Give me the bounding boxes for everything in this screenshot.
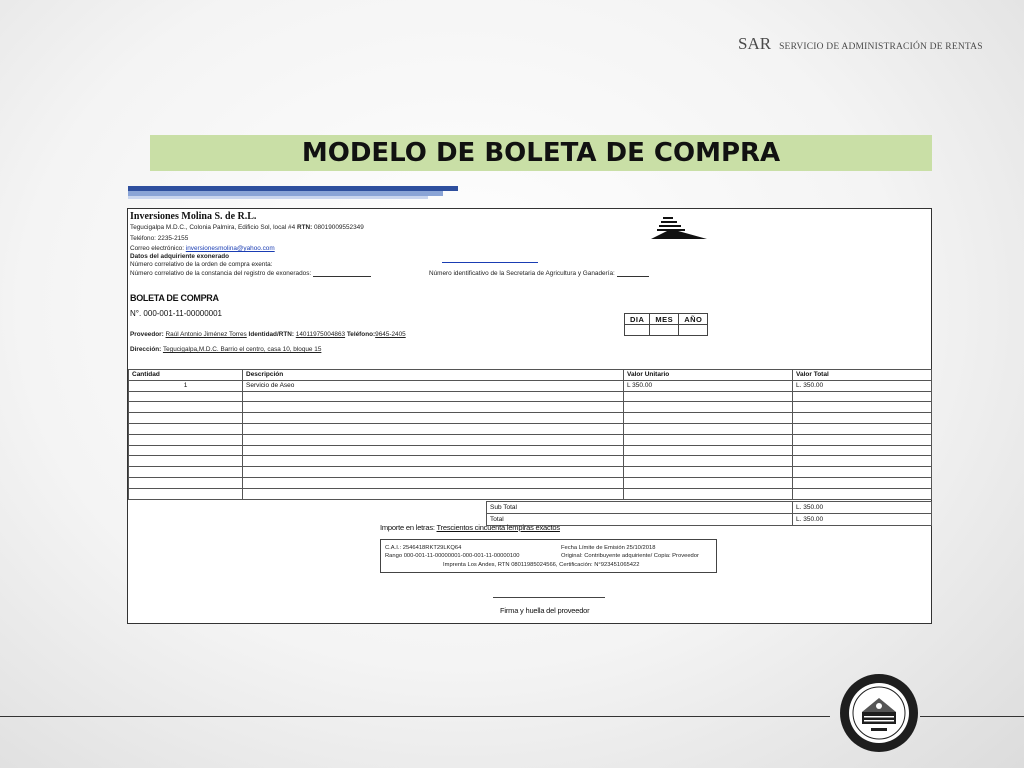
table-cell [624, 391, 793, 402]
column-header: Valor Total [793, 370, 932, 381]
company-email-link[interactable]: inversionesmolina@yahoo.com [185, 245, 275, 252]
boleta-label: BOLETA DE COMPRA [130, 293, 219, 303]
table-cell [793, 434, 932, 445]
table-row [129, 488, 932, 499]
total-value: L. 350.00 [793, 514, 932, 526]
direccion-value: Tegucigalpa,M.D.C. Barrio el centro, casa 10, bloque 15 [162, 346, 322, 353]
table-cell [624, 434, 793, 445]
table-row [129, 413, 932, 424]
cai-rango: Rango 000-001-11-00000001-000-001-11-00000100 [385, 553, 520, 559]
table-cell [243, 488, 624, 499]
table-cell [129, 456, 243, 467]
table-cell [243, 477, 624, 488]
company-address: Tegucigalpa M.D.C., Colonia Palmira, Edificio Sol, local #4 [130, 224, 296, 231]
exonerado-heading: Datos del adquiriente exonerado [130, 253, 230, 260]
table-cell [624, 467, 793, 478]
table-cell [793, 456, 932, 467]
table-cell [624, 413, 793, 424]
footer-divider [0, 716, 830, 717]
table-row [129, 402, 932, 413]
proveedor-id-label: Identidad/RTN: [248, 331, 294, 338]
cai-fecha: Fecha Límite de Emisión 25/10/2018 [561, 545, 656, 551]
table-cell [624, 456, 793, 467]
total-label: Total [487, 514, 793, 526]
table-cell [243, 467, 624, 478]
email-label: Correo electrónico: [130, 245, 184, 252]
blank-field [617, 270, 649, 277]
sar-seal-icon [838, 672, 920, 754]
table-cell [243, 391, 624, 402]
exonerado-line-2 [130, 270, 371, 277]
decor-stripe [128, 196, 428, 199]
table-cell: L 350.00 [624, 380, 793, 391]
cai-original: Original: Contribuyente adquiriente/ Copia: Proveedor [561, 553, 699, 559]
exonerado-line-1: Número correlativo de la orden de compra exenta: [130, 261, 273, 268]
date-month-cell[interactable] [650, 325, 679, 336]
importe-label: Importe en letras: [380, 523, 435, 532]
table-cell: Servicio de Aseo [243, 380, 624, 391]
table-row [129, 380, 932, 391]
phone-label: Teléfono: [130, 235, 156, 242]
date-year-header: AÑO [679, 314, 708, 325]
table-cell [243, 456, 624, 467]
subtotal-value: L. 350.00 [793, 502, 932, 514]
table-cell [624, 402, 793, 413]
header [738, 34, 983, 54]
proveedor-phone-label: Teléfono: [346, 331, 376, 338]
table-cell [793, 391, 932, 402]
column-header: Descripción [243, 370, 624, 381]
table-cell [624, 445, 793, 456]
table-cell [793, 467, 932, 478]
table-cell [129, 423, 243, 434]
company-address-line [130, 224, 364, 231]
items-header-row [129, 370, 932, 381]
table-row [129, 467, 932, 478]
table-cell [129, 445, 243, 456]
date-month-header: MES [650, 314, 679, 325]
exonerado-line-3-text: Número identificativo de la Secretaria de Agricultura y Ganadería: [429, 270, 615, 277]
table-cell [129, 391, 243, 402]
signature-line [493, 597, 605, 598]
table-cell [793, 488, 932, 499]
exonerado-line-2-text: Número correlativo de la constancia del registro de exonerados: [130, 270, 312, 277]
table-cell [624, 488, 793, 499]
table-cell [129, 434, 243, 445]
date-table [624, 313, 708, 336]
table-cell [793, 402, 932, 413]
date-day-cell[interactable] [625, 325, 650, 336]
table-cell [129, 413, 243, 424]
company-email-line [130, 245, 275, 252]
subtotal-label: Sub Total [487, 502, 793, 514]
page-title: MODELO DE BOLETA DE COMPRA [301, 138, 781, 168]
table-cell [793, 413, 932, 424]
proveedor-line [130, 331, 406, 338]
cai-imprenta: Imprenta Los Andes, RTN 08011985024566, Certificación: N°923451065422 [443, 562, 640, 568]
table-cell [129, 402, 243, 413]
blank-field [313, 270, 371, 277]
table-cell [243, 402, 624, 413]
table-row [129, 434, 932, 445]
title-bar [150, 135, 932, 171]
table-cell: 1 [129, 380, 243, 391]
proveedor-name: Raúl Antonio Jiménez Torres [165, 331, 247, 338]
footer-divider [920, 716, 1024, 717]
table-cell [243, 434, 624, 445]
table-row [129, 445, 932, 456]
date-year-cell[interactable] [679, 325, 708, 336]
direccion-line [130, 346, 321, 353]
company-phone-line [130, 235, 188, 242]
table-cell [243, 413, 624, 424]
table-cell [243, 445, 624, 456]
importe-value: Trescientos cincuenta lempiras exactos [436, 523, 560, 532]
table-row [129, 477, 932, 488]
table-cell [793, 477, 932, 488]
company-name: Inversiones Molina S. de R.L. [130, 211, 257, 222]
cai-box [380, 539, 717, 573]
cai-number: C.A.I.: 2546418RKT29LKQ64 [385, 545, 462, 551]
table-row [129, 391, 932, 402]
company-rtn: 08019009552349 [314, 224, 364, 231]
column-header: Cantidad [129, 370, 243, 381]
rtn-label: RTN: [296, 224, 313, 231]
company-logo-icon [649, 215, 709, 241]
column-header: Valor Unitario [624, 370, 793, 381]
table-row [129, 456, 932, 467]
proveedor-label: Proveedor: [130, 331, 164, 338]
table-cell [129, 477, 243, 488]
company-phone: 2235-2155 [157, 235, 189, 242]
table-cell [624, 423, 793, 434]
blue-underline [442, 262, 538, 263]
table-cell [243, 423, 624, 434]
direccion-label: Dirección: [130, 346, 162, 353]
proveedor-phone: 9645-2405 [375, 331, 406, 338]
exonerado-line-3 [429, 270, 649, 277]
items-table [128, 369, 932, 500]
sar-logo-text: SAR [738, 34, 772, 53]
table-cell [793, 423, 932, 434]
table-row [129, 423, 932, 434]
table-cell: L. 350.00 [793, 380, 932, 391]
date-day-header: DIA [625, 314, 650, 325]
signature-label: Firma y huella del proveedor [500, 606, 590, 615]
table-cell [129, 488, 243, 499]
invoice-document [127, 208, 932, 624]
table-cell [624, 477, 793, 488]
proveedor-id: 14011975004863 [295, 331, 346, 338]
table-cell [793, 445, 932, 456]
importe-line [380, 523, 560, 532]
boleta-number: N°. 000-001-11-00000001 [130, 309, 223, 318]
header-subtitle: SERVICIO DE ADMINISTRACIÓN DE RENTAS [779, 42, 983, 52]
table-cell [129, 467, 243, 478]
